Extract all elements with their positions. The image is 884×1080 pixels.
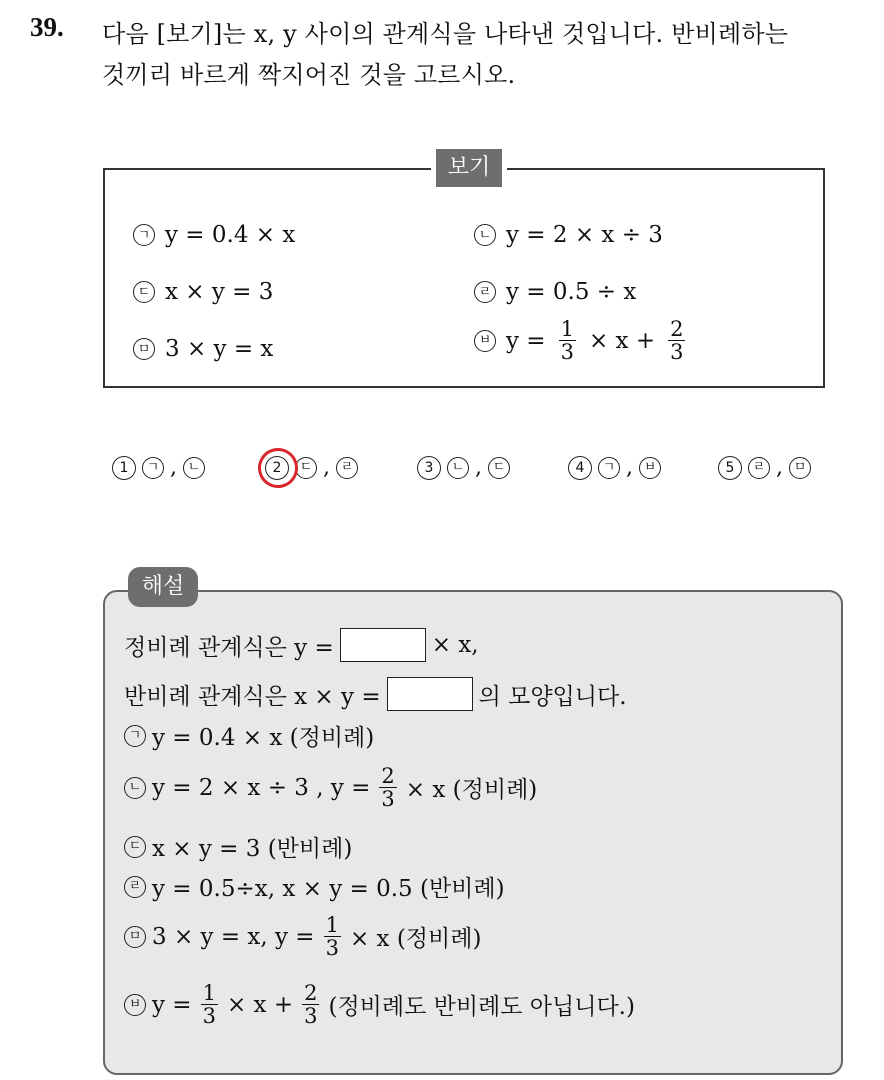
option-number: 5 — [718, 456, 742, 480]
bogi-item-2 — [474, 222, 663, 248]
solution-title: 해설 — [128, 567, 198, 607]
solution-text: × x + — [226, 991, 294, 1018]
item-mark: ㄱ — [124, 725, 146, 747]
frac-den: 3 — [560, 340, 574, 365]
option-mark-a: ㄱ — [598, 457, 620, 479]
option-4[interactable]: 4 ㄱ , ㅂ — [568, 455, 661, 480]
solution-text: 3 × y = x, y = — [152, 923, 315, 950]
option-mark-a: ㄷ — [295, 457, 317, 479]
frac-num: 2 — [670, 317, 684, 341]
item-mark: ㅁ — [124, 926, 146, 948]
option-mark-b: ㅂ — [639, 457, 661, 479]
solution-text: y = 2 × x ÷ 3 , y = — [152, 774, 371, 801]
item-expr: y = 0.5 ÷ x — [506, 279, 637, 305]
solution-text: x × y = 3 (반비례) — [152, 836, 353, 862]
question-text-line2: 것끼리 바르게 짝지어진 것을 고르시오. — [102, 61, 516, 89]
item-expr-pre: y = — [506, 327, 546, 354]
solution-item-b — [124, 765, 537, 810]
solution-text: × x, — [431, 632, 479, 658]
item-mark: ㅂ — [124, 994, 146, 1016]
option-1[interactable]: 1 ㄱ , ㄴ — [112, 455, 205, 480]
solution-item-e — [124, 914, 481, 959]
item-mark: ㄱ — [133, 224, 155, 246]
item-mark: ㄴ — [124, 777, 146, 799]
option-number: 3 — [417, 456, 441, 480]
item-expr: y = 0.4 × x — [165, 222, 296, 248]
option-number: 4 — [568, 456, 592, 480]
frac-den: 3 — [325, 936, 339, 961]
answer-blank[interactable] — [340, 628, 426, 662]
fraction — [324, 914, 341, 959]
bogi-item-6 — [474, 318, 688, 363]
frac-den: 3 — [304, 1004, 318, 1029]
question-number: 39. — [30, 12, 64, 42]
frac-num: 1 — [560, 317, 574, 341]
item-expr: 3 × y = x — [165, 336, 274, 362]
fraction — [379, 765, 396, 810]
bogi-item-3 — [133, 279, 273, 305]
option-mark-b: ㄷ — [488, 457, 510, 479]
solution-text: (정비례도 반비례도 아닙니다.) — [328, 994, 635, 1021]
solution-text: y = — [152, 991, 192, 1018]
option-mark-b: ㄴ — [183, 457, 205, 479]
solution-item-a — [124, 719, 374, 752]
item-mark: ㄹ — [474, 281, 496, 303]
option-5[interactable]: 5 ㄹ , ㅁ — [718, 455, 811, 480]
bogi-item-5 — [133, 336, 273, 362]
option-2[interactable]: 2 ㄷ , ㄹ — [265, 455, 358, 480]
bogi-item-4 — [474, 279, 636, 305]
option-mark-a: ㄱ — [142, 457, 164, 479]
option-mark-b: ㄹ — [336, 457, 358, 479]
frac-den: 3 — [670, 340, 684, 365]
item-expr: y = 2 × x ÷ 3 — [506, 222, 663, 248]
frac-num: 1 — [202, 981, 216, 1005]
option-number — [265, 456, 289, 480]
fraction — [668, 318, 685, 363]
frac-num: 2 — [304, 981, 318, 1005]
item-mark: ㅂ — [474, 330, 496, 352]
solution-text: × x (정비례) — [405, 777, 538, 804]
bogi-title: 보기 — [431, 149, 507, 187]
solution-item-f — [124, 982, 635, 1027]
solution-text: 반비례 관계식은 x × y = — [124, 683, 381, 710]
option-mark-a: ㄴ — [447, 457, 469, 479]
option-number-text: 2 — [272, 459, 282, 476]
frac-den: 3 — [381, 787, 395, 812]
solution-text: 의 모양입니다. — [478, 683, 627, 710]
item-mark: ㄷ — [124, 836, 146, 858]
item-mark: ㄴ — [474, 224, 496, 246]
option-mark-a: ㄹ — [748, 457, 770, 479]
option-number: 1 — [112, 456, 136, 480]
fraction — [559, 318, 576, 363]
option-mark-b: ㅁ — [789, 457, 811, 479]
frac-den: 3 — [202, 1004, 216, 1029]
fraction — [201, 982, 218, 1027]
solution-text: y = 0.4 × x (정비례) — [152, 725, 375, 751]
solution-line-inverse — [124, 677, 627, 711]
solution-item-d — [124, 870, 505, 903]
item-expr-mid: × x + — [588, 327, 656, 354]
item-expr: x × y = 3 — [165, 279, 274, 305]
frac-num: 2 — [381, 764, 395, 788]
question-text-line1: 다음 [보기]는 x, y 사이의 관계식을 나타낸 것입니다. 반비례하는 — [102, 20, 789, 48]
solution-item-c — [124, 830, 352, 863]
frac-num: 1 — [325, 913, 339, 937]
item-mark: ㅁ — [133, 338, 155, 360]
answer-blank[interactable] — [387, 677, 473, 711]
item-mark: ㄷ — [133, 281, 155, 303]
solution-text: × x (정비례) — [349, 926, 482, 953]
solution-text: y = 0.5÷x, x × y = 0.5 (반비례) — [152, 876, 505, 902]
solution-line-direct — [124, 628, 479, 662]
answer-mark-circle — [254, 444, 301, 491]
bogi-item-1 — [133, 222, 295, 248]
option-3[interactable]: 3 ㄴ , ㄷ — [417, 455, 510, 480]
item-mark: ㄹ — [124, 876, 146, 898]
fraction — [302, 982, 319, 1027]
solution-text: 정비례 관계식은 y = — [124, 634, 334, 661]
